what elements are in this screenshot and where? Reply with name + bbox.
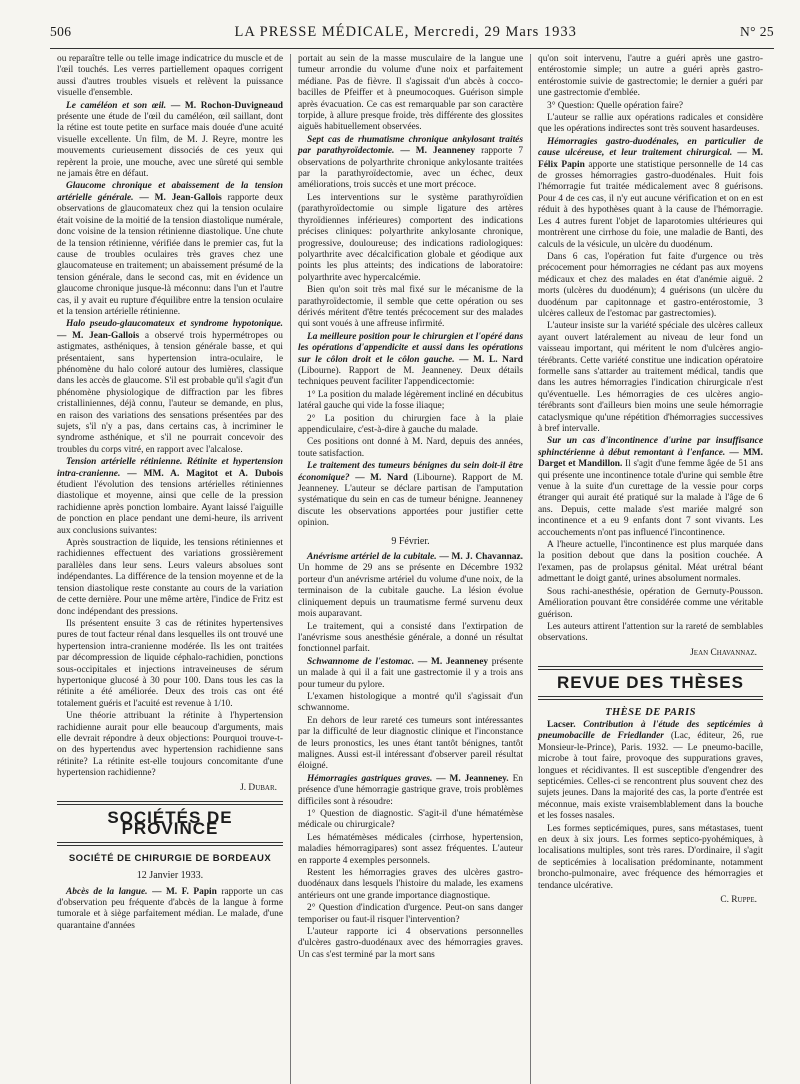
paragraph: Après soustraction de liquide, les tensions rétiniennes et rachidiennes effectuent des variations grossièrement parallèles dans leur sens. Leurs valeurs absolues sont indépendantes. La différence de la tension moyenne et de la tension diastolique reste constante au cours de la variation de cette dernière. Pour une même artère, l'indice de Fritz est donc indépendant des pressions. [57,538,283,617]
article-these [538,720,763,823]
article-text: étudient l'évolution des tensions artérielles rétiniennes diastolique et moyenne, ainsi que celle de la pression rachidienne après ponction lombaire. Ayant laissé l'aiguille de ponction en place pendant une demi-heure, ils arrivent aux conclusions suivantes: [57,480,283,536]
paragraph: Dans 6 cas, l'opération fut faite d'urgence ou très précocement pour hémorragies ne cédant pas aux moyens médicaux et chez des malades en état d'anémie aiguë. 2 morts (ulcères du duodénum); 4 guérisons (un ulcère du duodénum par capitonnage et gastro-entérostomie, 3 ulcères calleux de l'estomac par gastrectomies). [538,251,763,319]
paragraph: Les interventions sur le système parathyroïdien (parathyroïdectomie ou simple ligature des artères thyroïdiennes inférieures) comportent des indications précises cliniques: polyarthrite ankylosante chronique, progressive, douloureuse; des indications radiologiques: polyarthrite avec décalcification globale et géodique aux points les plus atteints; des indications de laboratoire: polyarthrite avec hypercalcémie. [298,192,523,283]
journal-title: LA PRESSE MÉDICALE, Mercredi, 29 Mars 1933 [234,24,577,40]
article-author: Lacser. [547,719,576,730]
section-title: SOCIÉTÉS DE PROVINCE [107,808,233,839]
article-author: — M. Jeanneney [417,656,489,667]
paragraph: Les formes septicémiques, pures, sans métastases, tuent en deux à six jours. Les formes septico-pyohémiques, à localisations multiples, sont très rares. D'ordinaire, il s'agit de septicémies à localisation prédominante, notamment broncho-pulmonaire, avec fréquence des hémorragies et tendance ulcérative. [538,823,763,891]
divider [57,842,283,846]
article-sein [298,461,523,529]
paragraph: 2° La position du chirurgien face à la plaie appendiculaire, c'est-à-dire à gauche du malade. [298,413,523,435]
paragraph: Restent les hémorragies graves des ulcères gastro-duodénaux dans lesquels l'histoire du malade, les examens antérieurs ont une grande importance diagnostique. [298,868,523,901]
thesis-heading: THÈSE DE PARIS [605,706,696,718]
article-text: rapporte deux observations de glaucomateux chez qui la tension oculaire était voisine de la moitié de la tension diastolique numérale, donc voisine de la tension rétinienne diastolique. Une chute de la tension rétinienne, vérifiée dans le premier cas, fut la cause de troubles oculaires très graves chez une glaucomateuse en traitement; un abaissement présumé de la tension générale, dans le second cas, mit en évidence un glaucome chronique jusque-là méconnu: dans l'un et l'autre cas, il y avait eu rupture d'équilibre entre la tension oculaire et la tension artérielle rétinienne. [57,192,284,317]
society-heading: SOCIÉTÉ DE CHIRURGIE DE BORDEAUX [68,852,272,864]
paragraph: portait au sein de la masse musculaire de la langue une tumeur arrondie du volume d'une noix et parfaitement médiane. Pas de fièvre. Il s'agissait d'un abcès à cocco-bacilles de Pfeiffer et à pneumocoques. Guérison simple après évacuation. Ce cas est remarquable par son caractère torpide, à allure presque froide, très différente des glossites aiguës habituellement observées. [298,54,523,133]
divider [57,801,283,805]
article-text: a observé trois hypermétropes ou astigmates, asthéniques, à tension générale basse, et qui présentaient, sans hypertension intra-oculaire, le phénomène du halo coloré autour des lumières, classique dans les accès de glaucome. S'il est probable qu'il s'agit d'un phénomène physiologique de diffraction par les fibres cristalliniennes, déjà connu, l'auteur se demande, en plus, en raison des variations des sensations présentées par des sujets, s'il n'y a pas, dans certains cas, à incriminer le syndrome asthénique, et s'il ne pourrait concevoir des troubles du corps vitré, en rapport avec l'alcalose. [57,330,283,455]
article-author: — M. Nard [355,472,408,483]
article-cameleon [57,101,283,181]
session-date: 9 Février. [391,535,430,547]
article-title: Halo pseudo-glaucomateux et syndrome hypotonique. [66,319,283,330]
article-text: (Libourne). Rapport de M. Jeanneney. L'auteur se déclare partisan de l'amputation systématique du sein en cas de tumeur bénigne. Jeanneney discute les observations apportées pour justifier cette opinion. [298,472,524,529]
running-head [50,24,774,49]
paragraph: Ces positions ont donné à M. Nard, depuis des années, toute satisfaction. [298,437,523,459]
paragraph: qu'on soit intervenu, l'autre a guéri après une gastro-entérostomie simple; un autre a guéri après gastro-entérostomie suivie de gastrectomie; le dernier a guéri par une gastrectomie d'emblée. [538,54,763,99]
article-incontinence [538,436,763,539]
article-hemorragies-papin [538,137,763,251]
article-author: — M. L. Nard [459,354,524,365]
article-schwannome [298,657,523,691]
paragraph: ou reparaître telle ou telle image indicatrice du muscle et de l'œil touchés. Les verres partiellement opaques corrigent aussi d'autres troubles visuels et relèvent la puissance visuelle d'ensemble. [57,54,283,99]
article-position [298,332,523,389]
article-title: Sept cas de rhumatisme chronique ankylosant traités par parathyroïdectomie. [298,134,523,157]
article-rhumatisme [298,135,523,192]
page-number: 506 [50,24,72,39]
article-text: rapporte un cas d'observation peu fréquente d'abcès de la langue à forme tumorale et à siège parfaitement médian. Le malade, d'une quarantaine d'années [57,886,284,931]
article-title: Glaucome chronique et abaissement de la tension artérielle générale. [57,181,283,203]
article-title: Anévrisme artériel de la cubitale. [307,552,437,563]
article-author: — M. Jeanneney [400,146,476,157]
signature: J. Dubar. [240,782,277,793]
column-1 [50,54,290,1084]
article-title: Le traitement des tumeurs bénignes du sein doit-il être économique? [298,461,523,483]
article-title: Le caméléon et son œil. [66,100,167,111]
paragraph: L'auteur se rallie aux opérations radicales et considère que les opérations indirectes sont très souvent hasardeuses. [538,113,763,135]
article-author: — M. Félix Papin [538,148,764,170]
paragraph: A l'heure actuelle, l'incontinence est plus marquée dans la position debout que dans la position couchée. A l'examen, pas de prolapsus génital. Méat urétral béant admettant le doigt ganté, urines absolument normales. [538,540,763,585]
article-text: En présence d'une hémorragie gastrique grave, trois problèmes difficiles sont à résoudre: [298,773,523,807]
columns [50,54,774,1084]
session-date: 12 Janvier 1933. [136,870,204,882]
paragraph: L'auteur rapporte ici 4 observations personnelles d'ulcères gastro-duodénaux avec des hémorragies graves. Un cas s'est terminé par la mort sans [298,927,523,960]
divider [538,666,763,670]
issue-number: N° 25 [739,24,774,39]
article-text: Un homme de 29 ans se présente en Décembre 1932 porteur d'un anévrisme artériel du volume d'une noix, de la terminaison de la cubitale gauche. La lésion évolue cliniquement depuis un traumatisme fermé survenu deux mois auparavant. [298,563,523,620]
paragraph: Une théorie attribuant la rétinite à l'hypertension rachidienne aurait pour elle beaucoup d'arguments, mais elle devrait répondre à deux objections: Pourquoi trouve-t-on des hypertendus avec hypertension rachidienne sans rétinite? La rétinite est-elle toujours concomitante d'une hypertension rachidienne? [57,711,283,779]
paragraph: Sous rachi-anesthésie, opération de Gernuty-Pousson. Amélioration pouvant être considérée comme une véritable guérison. [538,586,763,620]
article-title: Tension artérielle rétinienne. Rétinite et hypertension intra-cranienne. [57,457,283,479]
article-halo [57,319,283,456]
column-2 [290,54,530,1084]
paragraph: Les hématémèses médicales (cirrhose, hypertension, maladies hémorragipares) sont assez fréquentes. L'auteur en rapporte 4 exemples personnels. [298,832,523,866]
paragraph: En dehors de leur rareté ces tumeurs sont intéressantes par la difficulté de leur diagnostic clinique et l'inconstance de leurs pronostics, les unes étant tantôt bénignes, tantôt malignes. Aussi est-il intéressant d'observer pareil résultat éloigné. [298,715,523,772]
article-title: La meilleure position pour le chirurgien et l'opéré dans les opérations d'appendicite et aussi dans les opérations sur le côlon droit et le côlon gauche. [298,331,523,365]
article-title: Schwannome de l'estomac. [307,656,415,667]
paragraph: Bien qu'on soit très mal fixé sur le mécanisme de la parathyroïdectomie, il semble que cette opération ou ses dérivés méritent d'être tentés précocement sur des malades qui sont voués à une affreuse infirmité. [298,285,523,330]
section-title: REVUE DES THÈSES [557,673,744,693]
article-text: (Libourne). Rapport de M. Jeanneney. Deux détails techniques peuvent faciliter l'appendicectomie: [298,365,523,388]
signature: C. Ruppe. [720,895,757,906]
article-author: — MM. A. Magitot et A. Dubois [127,468,284,479]
article-abces [57,887,283,933]
column-3 [530,54,770,1084]
article-title: Contribution à l'étude des septicémies à pneumobacille de Friedlander [538,719,764,742]
article-glaucome [57,181,283,318]
article-author: — M. Jean-Gallois [57,330,140,341]
article-author: — M. Jeanneney. [436,773,509,784]
article-text: (Lac, éditeur, 26, rue Monsieur-le-Prince), Paris. 1932. — Le pneumo-bacille, microbe à tout faire, provoque des suppurations graves, longues et récidivantes. Il est susceptible d'engendrer des septicémies. Celles-ci se rencontrent plus souvent chez des sujets jeunes. Dans la majorité des cas, la porte d'entrée est méconnue, mais existe vraisemblablement dans la bouche et les fosses nasales. [538,731,763,822]
article-title: Hémorragies gastro-duodénales, en particulier de cause ulcéreuse, et leur traitement chirurgical. [538,136,763,159]
article-title: Hémorragies gastriques graves. [307,773,433,784]
article-text: Il s'agit d'une femme âgée de 51 ans qui présente une incontinence totale d'urine qui semble être venue à la suite d'un curettage de la vessie pour corps étranger qui aurait été pratiqué sur la malade à l'âge de 6 ans. Depuis, cette malade s'est mariée malgré son incontinence et a eu 9 enfants dont 7 sont vivants. Les accouchements n'ont pas influencé l'incontinence. [538,459,763,538]
article-hemorragies [298,774,523,808]
paragraph: L'examen histologique a montré qu'il s'agissait d'un schwannome. [298,691,523,714]
paragraph: L'auteur insiste sur la variété spéciale des ulcères calleux ayant ouvert latéralement au niveau de leur fond un vaisseau important, qui méritent le nom d'ulcères angio-térébrants. Cette variété constitue une indication opératoire formelle sans s'attarder au traitement médical, tandis que dans les autres hémorragies l'indication chirurgicale n'est qu'éventuelle. Les hémorragies de ces ulcères angio-térébrants sont d'ailleurs bien moins une seule hémorragie cataclysmique qu'une répétition d'hémorragies successives à bref intervalle. [538,321,763,434]
article-text: rapporte 7 observations de polyarthrite chronique ankylosante traitées par la parathyroïdectomie, avec un échec, deux améliorations, trois succès et une mort précoce. [298,146,524,191]
article-tension [57,457,283,537]
article-author: — MM. Darget et Mandillon. [538,447,764,470]
paragraph: 2° Question d'indication d'urgence. Peut-on sans danger temporiser ou faut-il risquer l'intervention? [298,903,523,925]
paragraph: 3° Question: Quelle opération faire? [547,100,683,111]
article-author: — M. Jean-Gallois [139,192,222,203]
article-text: apporte une statistique personnelle de 14 cas de grosses hémorragies gastro-duodénales. Huit fois l'hémorragie fut traitée médicalement avec 8 guérisons. Pour 4 de ces cas, il n'y eut aucune vérification et on en est réduit à des hypothèses quant à la cause de l'hémorragie. Les 4 autres furent l'objet de laparotomies ultérieures qui montrèrent une cirrhose du foie, une maladie de Banti, des calculs de la vésicule, un ulcère du duodénum. [538,159,764,250]
paragraph: Les auteurs attirent l'attention sur la rareté de semblables observations. [538,621,763,644]
signature: Jean Chavannaz. [690,647,757,658]
divider [538,696,763,700]
paragraph: Le traitement, qui a consisté dans l'extirpation de l'anévrisme sous anesthésie générale, a donné un résultat fonctionnel parfait. [298,621,523,655]
paragraph: 1° La position du malade légèrement incliné en décubitus latéral gauche qui vide la fosse iliaque; [298,389,523,412]
article-author: — M. Rochon-Duvigneaud [170,100,284,111]
paragraph: Ils présentent ensuite 3 cas de rétinites hypertensives pures de tout facteur rénal dans lesquelles ils ont trouvé une hypertension intra-cranienne modérée. Ils les ont traitées par décompression de liquide céphalo-rachidien, ponctions sous-occipitales et injections intraveineuses de sérum hypertonique glucosé à 30 pour 100. Dans tous les cas la rétinite a été améliorée. Deux des trois cas ont été totalement guéris et l'acuité est revenue à 1/10. [57,618,283,709]
article-author: — M. J. Chavannaz. [439,552,523,563]
paragraph: 1° Question de diagnostic. S'agit-il d'une hématémèse médicale ou chirurgicale? [298,809,523,831]
article-title: Abcès de la langue. [66,886,148,897]
article-anevrisme [298,552,523,620]
article-text: présente une étude de l'œil du caméléon, œil saillant, dont la rétine est toute petite en surface mais douée d'une acuité visuelle excellente. Un film, de M. J. Reyre, montre les mouvements curieusement dissociés de ces yeux qui repèrent la proie, une mouche, avec une sûreté qui semble ne jamais être en défaut. [57,112,283,180]
article-text: présente un malade à qui il a fait une gastrectomie il y a trois ans pour tumeur du pylore. [298,656,524,690]
article-title: Sur un cas d'incontinence d'urine par insuffisance sphinctérienne à début remontant à l'enfance. [538,436,763,458]
article-author: — M. F. Papin [152,886,217,897]
